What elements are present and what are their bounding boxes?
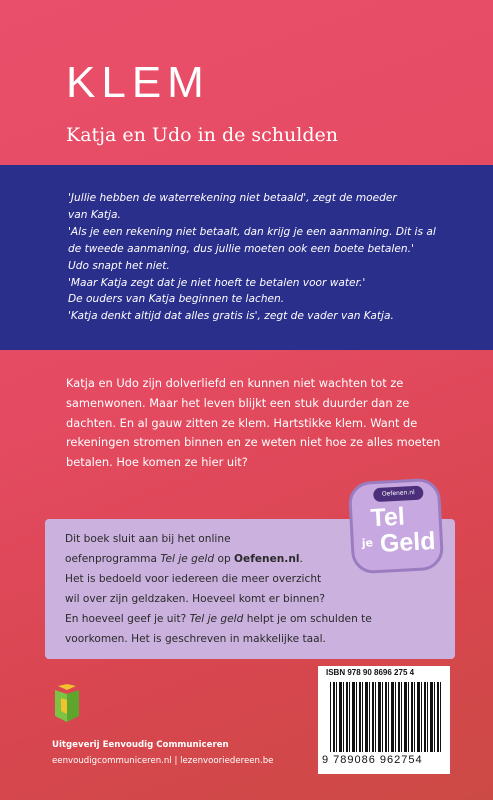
info-line — [65, 609, 445, 629]
quote-line: van Katja. — [68, 208, 121, 221]
publisher-logo-icon — [52, 684, 82, 724]
badge-tel: Tel — [369, 502, 406, 533]
info-line-5-pre: En hoeveel geef je uit? — [65, 613, 190, 625]
badge-je: je — [361, 536, 374, 550]
info-line-3: Het is bedoeld voor iedereen die meer overzicht — [65, 573, 322, 585]
blurb — [66, 374, 456, 473]
blurb-line: rekeningen stromen binnen en ze weten niet hoe ze alles moeten — [66, 435, 441, 450]
info-line-2-post: . — [299, 553, 303, 565]
website-name: Oefenen.nl — [234, 553, 300, 565]
quote-line: 'Maar Katja zegt dat je niet hoeft te betalen voor water.' — [68, 276, 366, 289]
barcode — [318, 666, 450, 774]
barcode-digits: 9 789086 962754 — [322, 754, 423, 766]
info-line-1: Dit boek sluit aan bij het online — [65, 533, 231, 545]
blurb-line: samenwonen. Maar het leven blijkt een stuk duurder dan ze — [66, 395, 410, 410]
quote-text — [68, 190, 468, 325]
badge-oefenen-label: Oefenen.nl — [373, 486, 424, 503]
quote-line: Udo snapt het niet. — [68, 259, 170, 272]
info-line-5-post: helpt je om schulden te — [243, 613, 372, 625]
info-line-2-pre: oefenprogramma — [65, 553, 161, 565]
publisher-urls: eenvoudigcommuniceren.nl | lezenvooriedereen.be — [52, 756, 274, 766]
quote-line: 'Katja denkt altijd dat alles gratis is', zegt de vader van Katja. — [68, 310, 394, 323]
info-line — [65, 589, 445, 609]
info-line-6: voorkomen. Het is geschreven in makkelijke taal. — [65, 633, 326, 645]
tel-je-geld-badge — [348, 478, 445, 575]
blurb-line: betalen. Hoe komen ze hier uit? — [66, 455, 248, 470]
quote-line: 'Jullie hebben de waterrekening niet betaald', zegt de moeder — [68, 192, 397, 204]
barcode-bars — [330, 682, 442, 752]
cover-title: KLEM — [66, 58, 210, 107]
blurb-line: Katja en Udo zijn dolverliefd en kunnen niet wachten tot ze — [66, 376, 404, 390]
publisher-name: Uitgeverij Eenvoudig Communiceren — [52, 740, 229, 750]
quote-line: de tweede aanmaning, dus jullie moeten ook een boete betalen.' — [68, 242, 414, 255]
info-line — [65, 629, 445, 649]
cover-subtitle: Katja en Udo in de schulden — [66, 124, 338, 146]
quote-line: De ouders van Katja beginnen te lachen. — [68, 293, 285, 306]
program-name: Tel je geld — [160, 553, 215, 565]
info-line-2-mid: op — [214, 553, 235, 565]
badge-geld: Geld — [379, 526, 437, 558]
info-line-4: wil over zijn geldzaken. Hoeveel komt er binnen? — [65, 593, 325, 605]
program-name: Tel je geld — [189, 613, 244, 625]
isbn: ISBN 978 90 8696 275 4 — [326, 668, 415, 677]
quote-line: 'Als je een rekening niet betaalt, dan krijg je een aanmaning. Dit is al — [68, 225, 436, 238]
blurb-line: dachten. En al gauw zitten ze klem. Hartstikke klem. Want de — [66, 415, 418, 430]
